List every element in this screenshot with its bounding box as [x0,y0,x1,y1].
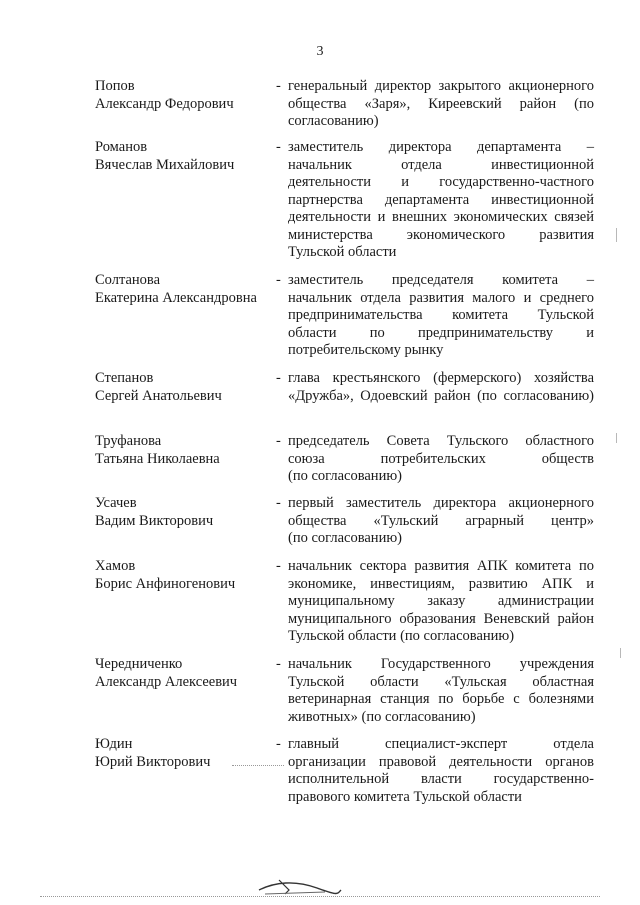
surname: Солтанова [95,272,161,288]
position-line: заместитель председателя комитета – [288,272,594,288]
position-line: первый заместитель директора акционерного [288,495,594,511]
member-name [95,656,270,691]
given-names: Александр Федорович [95,95,234,112]
position-line: (по согласованию) [288,468,402,484]
dash-separator: - [276,272,281,288]
dash-separator: - [276,139,281,155]
dash-separator: - [276,433,281,449]
position-line: общества «Заря», Киреевский район (по [288,95,594,112]
position-line: общества «Тульский аграрный центр» [288,512,594,529]
position-line: генеральный директор закрытого акционерного [288,78,594,94]
position-line: начальник отдела инвестиционной [288,156,594,173]
member-name [95,433,270,468]
dash-separator: - [276,656,281,672]
member-name [95,272,270,307]
given-names: Вячеслав Михайлович [95,156,235,173]
position-line: экономике, инвестициям, развитию АПК и [288,575,594,592]
position-line: животных» (по согласованию) [288,708,476,725]
surname: Юдин [95,736,133,752]
member-name [95,370,270,405]
dash-separator: - [276,495,281,511]
member-position [288,736,594,806]
position-line: области по предпринимательству и [288,324,594,341]
position-line: партнерства департамента инвестиционной [288,191,594,208]
member-name [95,495,270,530]
position-line: Тульской области (по согласованию) [288,628,515,644]
position-line: согласованию) [288,113,379,129]
given-names: Екатерина Александровна [95,289,257,306]
given-names: Юрий Викторович [95,753,211,770]
given-names: Сергей Анатольевич [95,387,222,404]
position-line: (по согласованию) [288,530,402,546]
member-name [95,139,270,174]
position-line: начальник Государственного учреждения [288,656,594,672]
dash-separator: - [276,736,281,752]
surname: Степанов [95,370,154,386]
position-line: исполнительной власти государственно- [288,771,594,787]
position-line: союза потребительских обществ [288,450,594,467]
position-line: организации правовой деятельности органов [288,753,594,770]
scan-margin-mark [620,648,621,658]
member-position [288,370,594,405]
dash-separator: - [276,78,281,94]
position-line: муниципального образования Веневский район [288,610,594,627]
position-line: деятельности и внешних экономических связей [288,209,594,225]
member-position [288,272,594,360]
position-line: ветеринарная станция по борьбе с болезнями [288,691,594,707]
position-line: муниципальному заказу администрации [288,593,594,609]
surname: Попов [95,78,135,94]
dash-separator: - [276,558,281,574]
dash-separator: - [276,370,281,386]
position-line: предпринимательства комитета Тульской [288,307,594,323]
member-position [288,495,594,548]
position-line: министерства экономического развития [288,226,594,243]
position-line: председатель Совета Тульского областного [288,433,594,449]
given-names: Вадим Викторович [95,512,214,529]
member-name [95,78,270,113]
position-line: начальник сектора развития АПК комитета по [288,558,594,574]
position-line: заместитель директора департамента – [288,139,594,155]
given-names: Александр Алексеевич [95,673,238,690]
member-position [288,78,594,131]
scan-margin-mark [616,228,617,242]
surname: Чередниченко [95,656,183,672]
scan-scribble-mark [255,876,345,898]
scan-dotted-mark [232,765,284,766]
member-position [288,558,594,646]
scan-margin-mark [616,433,617,443]
member-position [288,433,594,486]
surname: Труфанова [95,433,162,449]
surname: Хамов [95,558,136,574]
position-line: потребительскому рынку [288,342,444,358]
position-line: правового комитета Тульской области [288,788,522,805]
position-line: «Дружба», Одоевский район (по согласованию) [288,387,594,404]
page-number: 3 [316,44,324,59]
member-position [288,656,594,726]
position-line: деятельности и государственно-частного [288,174,594,190]
position-line: глава крестьянского (фермерского) хозяйства [288,370,594,386]
surname: Усачев [95,495,137,511]
given-names: Борис Анфиногенович [95,575,236,592]
surname: Романов [95,139,148,155]
position-line: начальник отдела развития малого и среднего [288,289,594,306]
given-names: Татьяна Николаевна [95,450,220,467]
member-name [95,558,270,593]
position-line: Тульской области «Тульская областная [288,673,594,690]
position-line: Тульской области [288,244,397,260]
position-line: главный специалист-эксперт отдела [288,736,594,752]
member-position [288,139,594,262]
